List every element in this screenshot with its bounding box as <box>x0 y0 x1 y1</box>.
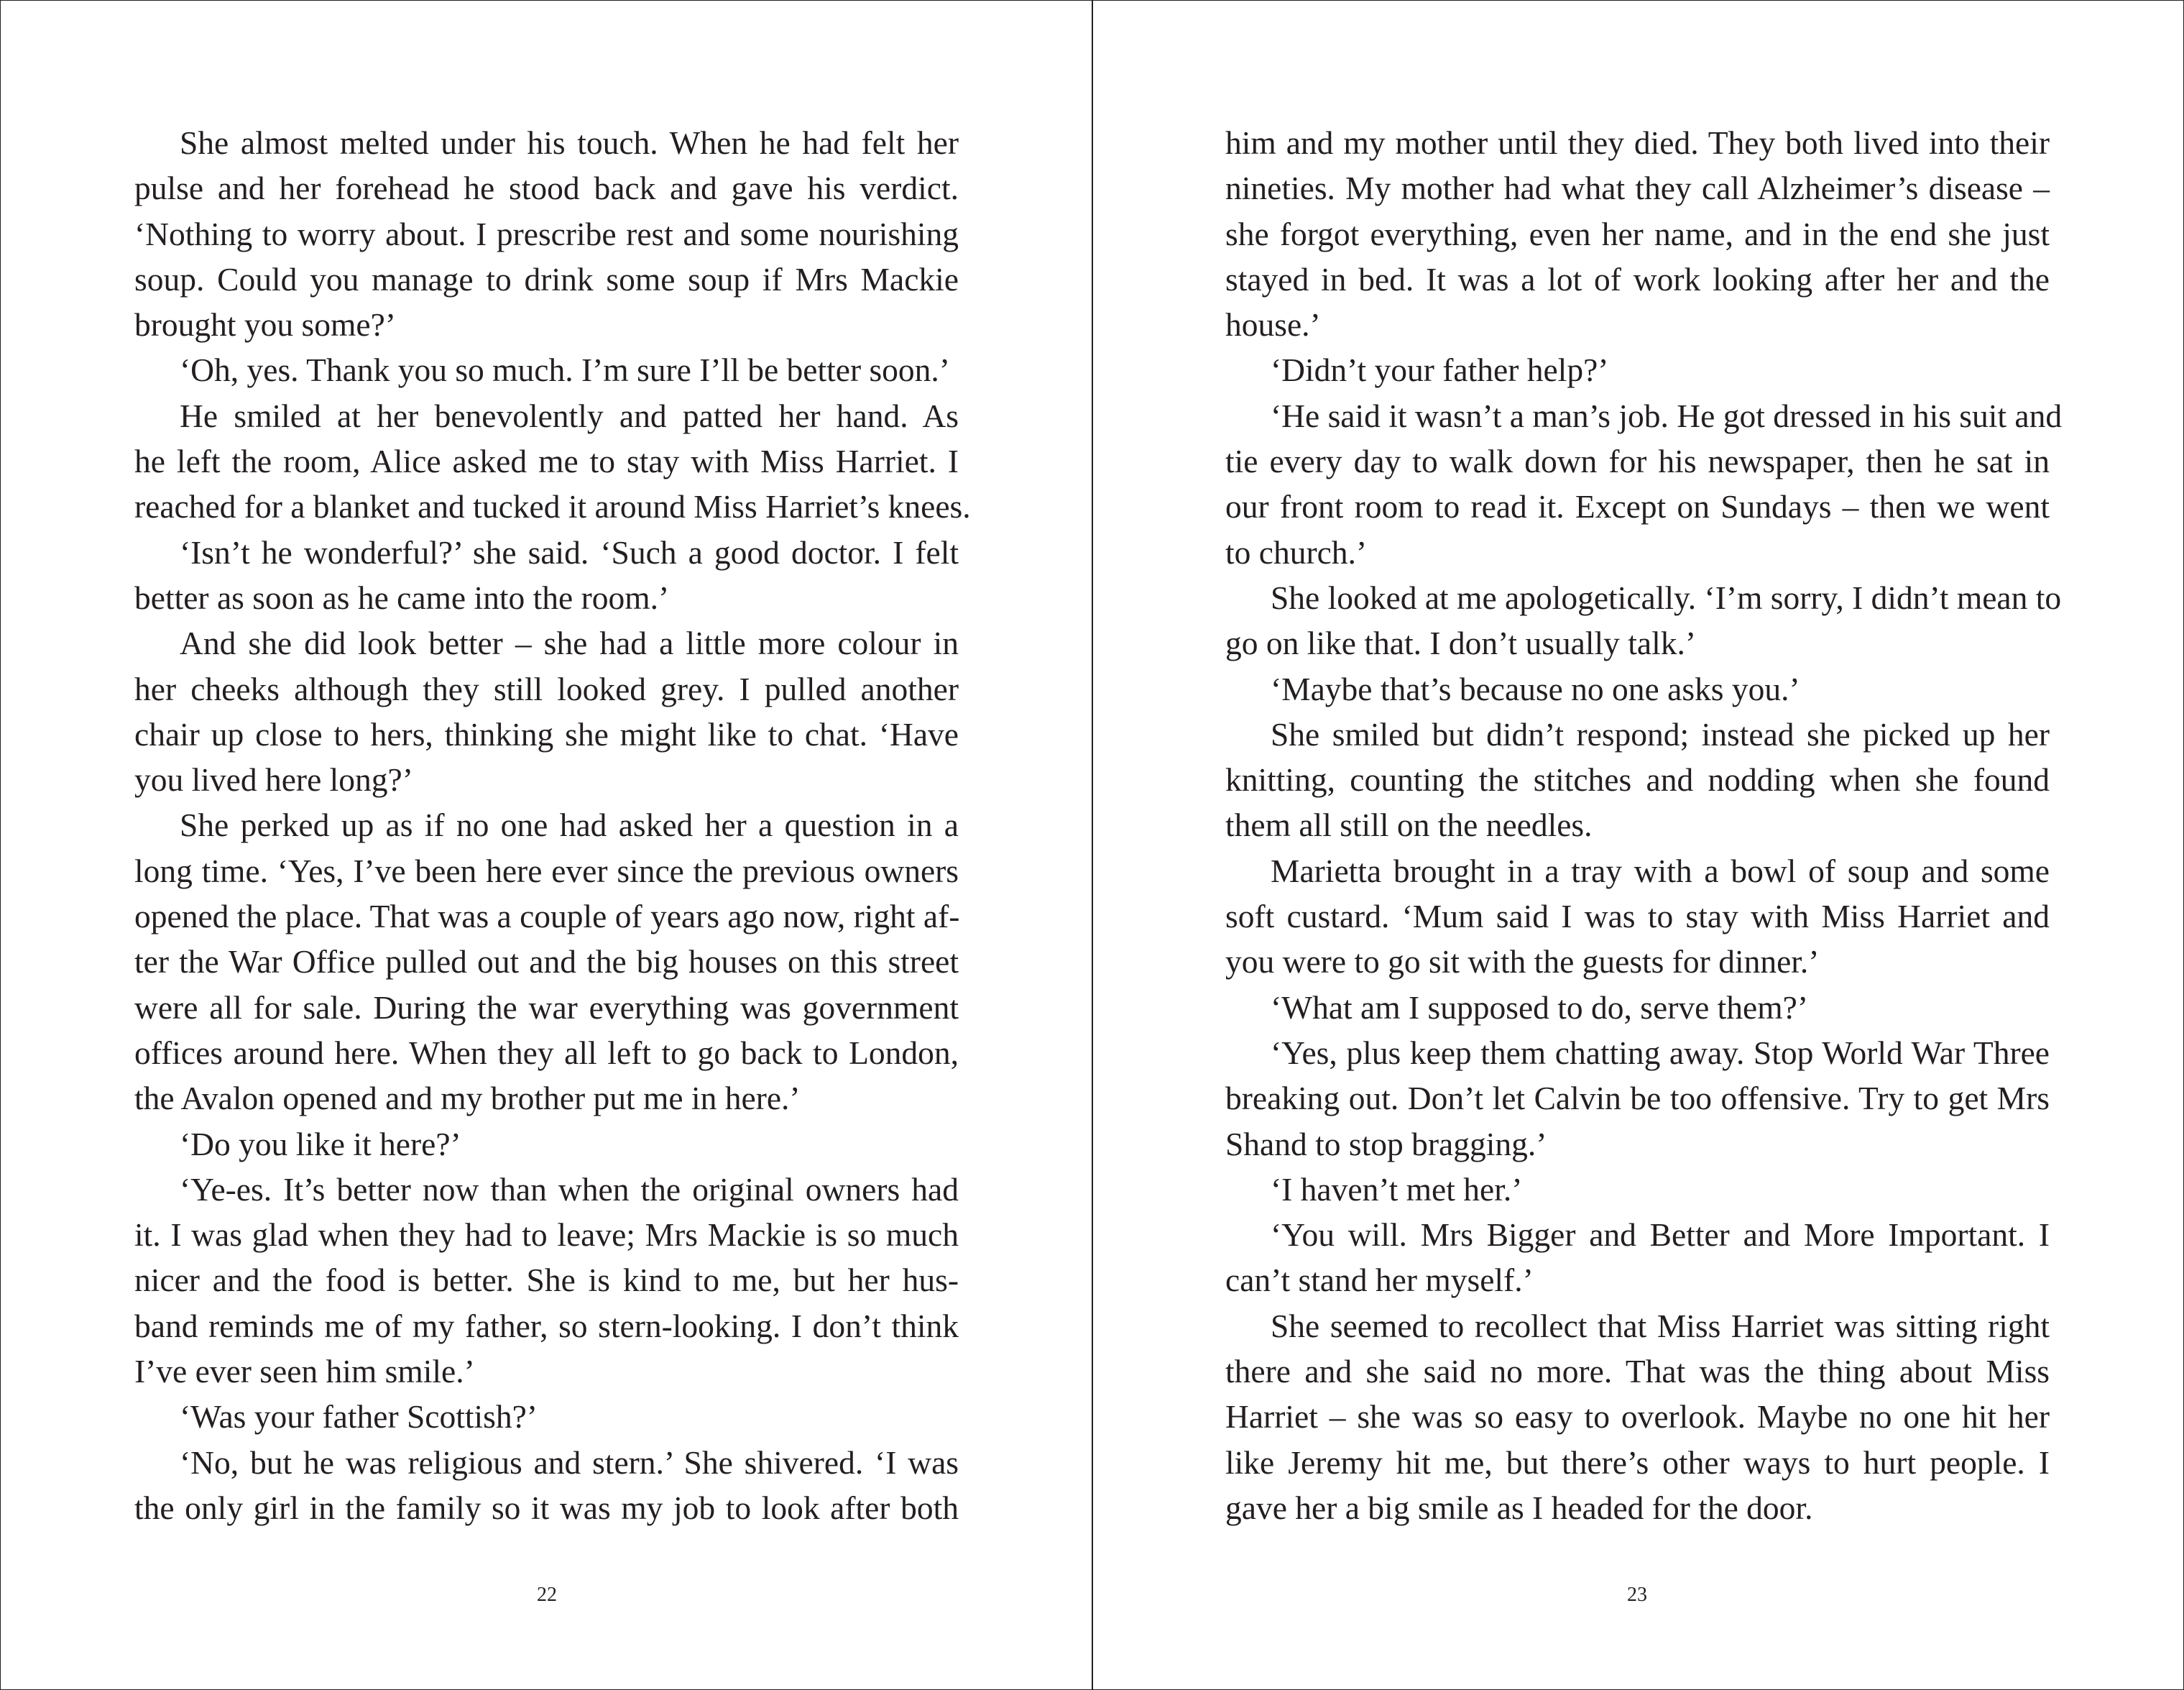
text-line: chair up close to hers, thinking she might like to chat. ‘Have <box>134 715 959 753</box>
text-line: ‘Isn’t he wonderful?’ she said. ‘Such a good doctor. I felt <box>180 533 959 571</box>
right-page <box>1093 1 2184 1689</box>
text-line: ‘He said it wasn’t a man’s job. He got dressed in his suit and <box>1271 397 2063 434</box>
text-line: pulse and her forehead he stood back and gave his verdict. <box>134 170 959 207</box>
text-line: band reminds me of my father, so stern-looking. I don’t think <box>134 1307 959 1344</box>
left-page-text <box>134 120 971 1530</box>
text-line: breaking out. Don’t let Calvin be too offensive. Try to get Mrs <box>1225 1080 2050 1117</box>
text-line: the only girl in the family so it was my job to look after both <box>134 1489 959 1526</box>
text-line: opened the place. That was a couple of years ago now, right af- <box>134 898 960 935</box>
text-line: she forgot everything, even her name, and in the end she just <box>1225 215 2050 252</box>
text-line: brought you some?’ <box>134 306 396 344</box>
text-line: And she did look better – she had a little more colour in <box>180 625 959 662</box>
right-page-text <box>1225 120 2063 1530</box>
text-line: were all for sale. During the war everything was government <box>134 988 959 1026</box>
text-line: can’t stand her myself.’ <box>1225 1262 1534 1299</box>
text-line: knitting, counting the stitches and nodding when she found <box>1225 761 2050 799</box>
text-line: nicer and the food is better. She is kind to me, but her hus- <box>134 1262 959 1299</box>
text-line: her cheeks although they still looked grey. I pulled another <box>134 670 959 707</box>
text-line: Harriet – she was so easy to overlook. Maybe no one hit her <box>1225 1398 2050 1436</box>
page-number-right: 23 <box>1627 1584 1647 1606</box>
text-line: offices around here. When they all left to go back to London, <box>134 1034 959 1071</box>
text-line: tie every day to walk down for his newspaper, then he sat in <box>1225 443 2050 480</box>
text-line: Shand to stop bragging.’ <box>1225 1125 1547 1162</box>
text-line: stayed in bed. It was a lot of work looking after her and the <box>1225 260 2050 298</box>
text-line: there and she said no more. That was the thing about Miss <box>1225 1353 2050 1390</box>
text-line: better as soon as he came into the room.’ <box>134 579 670 616</box>
text-line: you lived here long?’ <box>134 761 413 799</box>
text-line: soft custard. ‘Mum said I was to stay with Miss Harriet and <box>1225 898 2050 935</box>
text-line: ‘What am I supposed to do, serve them?’ <box>1271 988 1808 1026</box>
text-line: our front room to read it. Except on Sundays – then we went <box>1225 488 2050 525</box>
text-line: ‘No, but he was religious and stern.’ She shivered. ‘I was <box>180 1443 959 1481</box>
text-line: ‘Oh, yes. Thank you so much. I’m sure I’ll be better soon.’ <box>180 352 950 389</box>
text-line: soup. Could you manage to drink some soup if Mrs Mackie <box>134 260 959 298</box>
page-number-left: 22 <box>537 1584 557 1606</box>
text-line: the Avalon opened and my brother put me in here.’ <box>134 1080 801 1117</box>
text-line: I’ve ever seen him smile.’ <box>134 1353 475 1390</box>
text-line: She smiled but didn’t respond; instead she picked up her <box>1271 715 2050 753</box>
text-line: ter the War Office pulled out and the big houses on this street <box>134 943 959 981</box>
text-line: nineties. My mother had what they call Alzheimer’s disease – <box>1225 170 2050 207</box>
text-line: like Jeremy hit me, but there’s other ways to hurt people. I <box>1225 1443 2050 1481</box>
text-line: you were to go sit with the guests for dinner.’ <box>1225 943 1820 981</box>
text-line: She almost melted under his touch. When he had felt her <box>180 124 959 161</box>
text-line: ‘Maybe that’s because no one asks you.’ <box>1271 670 1800 707</box>
text-line: She perked up as if no one had asked her a question in a <box>180 807 959 844</box>
text-line: ‘Ye-es. It’s better now than when the original owners had <box>180 1170 959 1208</box>
text-line: She looked at me apologetically. ‘I’m sorry, I didn’t mean to <box>1271 579 2062 616</box>
text-line: to church.’ <box>1225 533 1368 571</box>
text-line: long time. ‘Yes, I’ve been here ever since the previous owners <box>134 852 959 889</box>
text-line: ‘Yes, plus keep them chatting away. Stop World War Three <box>1271 1034 2050 1071</box>
left-page <box>1 1 1092 1689</box>
text-line: him and my mother until they died. They both lived into their <box>1225 124 2050 161</box>
text-line: ‘Do you like it here?’ <box>180 1125 461 1162</box>
text-line: Marietta brought in a tray with a bowl of soup and some <box>1271 852 2050 889</box>
text-line: ‘You will. Mrs Bigger and Better and More Important. I <box>1271 1216 2050 1254</box>
text-line: reached for a blanket and tucked it around Miss Harriet’s knees. <box>134 488 971 525</box>
text-line: he left the room, Alice asked me to stay with Miss Harriet. I <box>134 443 959 480</box>
text-line: ‘Nothing to worry about. I prescribe rest and some nourishing <box>134 215 959 252</box>
text-line: gave her a big smile as I headed for the door. <box>1225 1489 1813 1526</box>
text-line: them all still on the needles. <box>1225 807 1593 844</box>
text-line: ‘I haven’t met her.’ <box>1271 1170 1523 1208</box>
text-line: ‘Didn’t your father help?’ <box>1271 352 1609 389</box>
text-line: go on like that. I don’t usually talk.’ <box>1225 625 1697 662</box>
text-line: ‘Was your father Scottish?’ <box>180 1398 538 1436</box>
text-line: it. I was glad when they had to leave; Mrs Mackie is so much <box>134 1216 959 1254</box>
text-line: He smiled at her benevolently and patted her hand. As <box>180 397 959 434</box>
text-line: house.’ <box>1225 306 1321 344</box>
text-line: She seemed to recollect that Miss Harriet was sitting right <box>1271 1307 2050 1344</box>
